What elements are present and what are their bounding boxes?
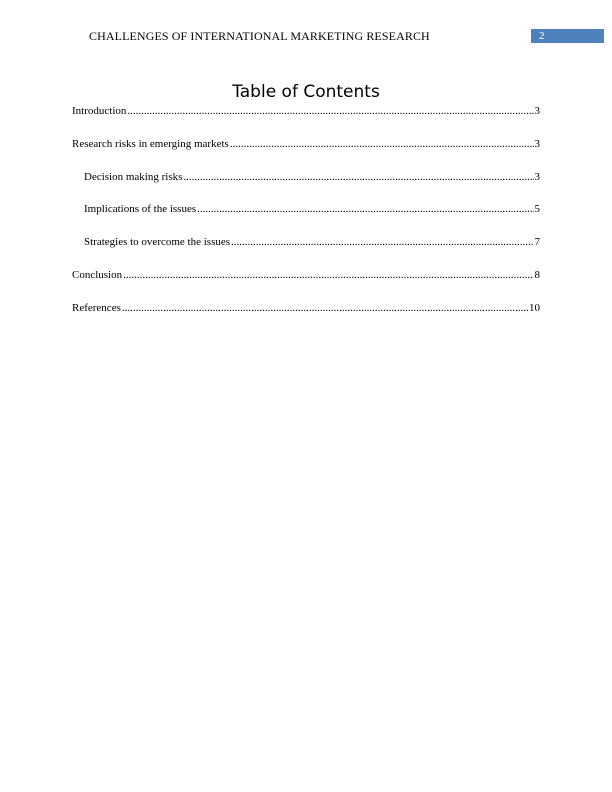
toc-dot-leader [197,202,533,216]
toc-entry-page: 7 [534,236,540,249]
toc-entry-page: 3 [534,170,540,183]
toc-entry-page: 3 [534,137,540,150]
toc-entry-page: 3 [534,105,540,117]
toc-dot-leader [123,268,533,282]
toc-dot-leader [127,104,533,118]
toc-entry-implications[interactable] [72,202,540,235]
toc-entry-page: 10 [529,301,540,314]
toc-entry-strategies[interactable] [72,235,540,268]
toc-title: Table of Contents [232,82,380,102]
page-number-box [531,29,604,43]
toc-dot-leader [231,235,533,249]
page-number: 2 [539,30,545,42]
toc-entry-page: 8 [534,268,540,281]
toc-entry-decision-making-risks[interactable] [72,170,540,203]
toc-entry-page: 5 [534,203,540,216]
table-of-contents [72,104,540,334]
toc-entry-label: Decision making risks [84,170,183,183]
toc-entry-conclusion[interactable] [72,268,540,301]
toc-dot-leader [122,301,528,315]
toc-entry-label: Conclusion [72,268,123,281]
toc-entry-label: References [72,301,121,314]
toc-dot-leader [183,170,533,184]
running-head: CHALLENGES OF INTERNATIONAL MARKETING RESEARCH [89,29,430,43]
toc-entry-label: Implications of the issues [84,203,197,216]
toc-entry-label: Research risks in emerging markets [72,137,229,150]
toc-entry-label: Introduction [72,105,127,117]
toc-entry-introduction[interactable] [72,104,540,137]
toc-entry-label: Strategies to overcome the issues [84,236,231,249]
toc-entry-research-risks[interactable] [72,137,540,170]
toc-entry-references[interactable] [72,301,540,334]
toc-dot-leader [230,137,534,151]
